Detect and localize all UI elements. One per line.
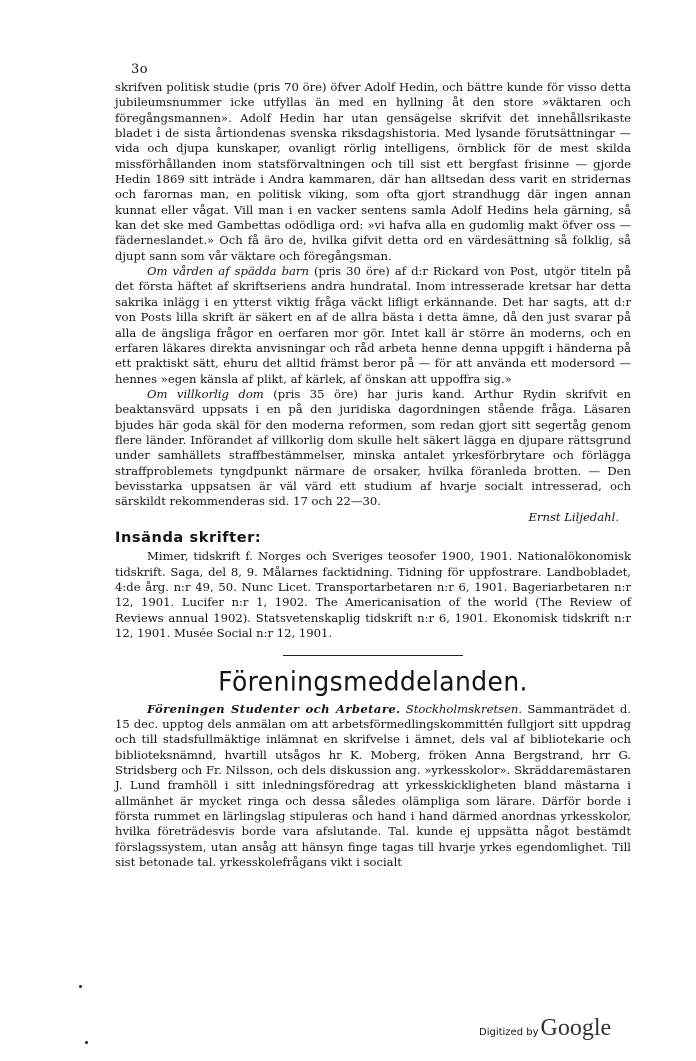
- review-post-text: (pris 30 öre) af d:r Rickard von Post, utgör titeln på det första häftet af skriftseriens andra hundratal. Inom intresserade kretsar har detta sakrika inlägg i en ytterst viktig fråga väckt lifligt erkännande. Det har sagts, att d:r von Posts lilla skrift är säkert en af de allra bästa i detta ämne, då den just svarar på alla de ängsliga frågor en oerfaren mor gör. Intet kall är större än moderns, och en erfaren läkares direkta anvisningar och råd arbeta henne denna uppgift i händerna på ett praktiskt sätt, ehuru det alltid främst beror på — för att använda ett modersord — hennes »egen känsla af plikt, af kärlek, af önskan att uppoffra sig.»: [115, 264, 631, 386]
- section-paragraph: [115, 702, 631, 871]
- section-branch: Stockholmskretsen.: [405, 701, 523, 716]
- review-rydin-paragraph: [115, 387, 631, 510]
- review-rydin-title: Om villkorlig dom: [147, 386, 264, 401]
- digitized-label: Digitized by: [479, 1027, 539, 1038]
- review-post-title: Om vården af spädda barn: [147, 264, 309, 279]
- ink-dot: [85, 1041, 88, 1044]
- digitized-by-google: [479, 1015, 611, 1042]
- review-hedin-paragraph: skrifven politisk studie (pris 70 öre) öfver Adolf Hedin, och bättre kunde för visso detta jubileumsnummer icke utfyllas än med en hyllning åt den store »väktaren och föregångsmannen». Adolf Hedin har utan gensägelse skrifvit det innehållsrikaste bladet i de sista årtiondenas svenska riksdagshistoria. Med lysande förutsättningar — vida och djupa kunskaper, ovanligt rörlig intelligens, örnblick för de mest skilda missförhållanden inom statsförvaltningen och till sist ett bergfast frisinne — gjorde Hedin 1869 sitt inträde i Andra kammaren, där han alltsedan dess varit en stridernas och farornas man, en politisk viking, som ofta gjort strandhugg där ingen annan kunnat eller vågat. Vill man i en vacker sentens samla Adolf Hedins hela gärning, så kan det ske med Gambettas odödliga ord: »vi hafva alla en gudomlig makt öfver oss — fäderneslandet.» Och få äro de, hvilka gifvit detta ord en värdesättning så folklig, så djupt sann som vår väktare och föregångsman.: [115, 80, 631, 263]
- page-column: [115, 80, 631, 871]
- section-divider: [283, 655, 463, 656]
- section-org: Föreningen Studenter och Arbetare.: [147, 701, 401, 716]
- ink-dot: [79, 985, 82, 988]
- review-post-paragraph: [115, 264, 631, 387]
- received-heading: Insända skrifter:: [115, 529, 262, 546]
- page-number: 3o: [131, 62, 149, 77]
- signature: Ernst Liljedahl.: [528, 509, 619, 524]
- signature-line: [115, 510, 631, 525]
- review-rydin-text: (pris 35 öre) har juris kand. Arthur Rydin skrifvit en beaktansvärd uppsats i en på den juridiska dagordningen stående fråga. Läsaren bjudes här goda skäl för den moderna reformen, som redan gjort sitt segertåg genom flere länder. Införandet af villkorlig dom skulle helt säkert lägga en djupare rättsgrund under samhällets straffbestämmelser, minska antalet yrkesförbrytare och förlägga straffproblemets tyngdpunkt närmare de orsaker, hvilka föranleda brotten. — Den bevisstarka uppsatsen är väl värd ett studium af hvarje socialt intresserad, och särskildt rekommenderas sid. 17 och 22—30.: [115, 386, 631, 509]
- google-wordmark: Google: [540, 1015, 612, 1041]
- section-title: Föreningsmeddelanden.: [218, 666, 528, 698]
- received-list: Mimer, tidskrift f. Norges och Sveriges teosofer 1900, 1901. Nationalökonomisk tidskrift. Saga, del 8, 9. Målarnes facktidning. Tidning för uppfostrare. Landbobladet, 4:de årg. n:r 49, 50. Nunc Licet. Transportarbetaren n:r 6, 1901. Bageriarbetaren n:r 12, 1901. Lucifer n:r 1, 1902. The Americanisation of the world (The Review of Reviews annual 1902). Statsvetenskaplig tidskrift n:r 6, 1901. Ekonomisk tidskrift n:r 12, 1901. Musée Social n:r 12, 1901.: [115, 549, 631, 641]
- section-text: Sammanträdet d. 15 dec. upptog dels anmälan om att arbetsförmedlingskommittén fullgjort sitt uppdrag och till stadsfullmäktige inlämnat en skrifvelse i ämnet, dels val af bibliotekarie och biblioteksnämnd, hvartill utsågos hr K. Moberg, fröken Anna Bergstrand, hrr G. Stridsberg och Fr. Nilsson, och dels diskussion ang. »yrkesskolor». Skräddaremästaren J. Lund framhöll i sitt inledningsföredrag att yrkesskickligheten bland mästarna i allmänhet är mycket ringa och dessa således olämpliga som lärare. Därför borde i första rummet en lärlingslag stipuleras och hand i hand därmed anordnas yrkesskolor, hvilka företrädesvis borde vara afslutande. Tal. kunde ej uppsätta något bestämdt förslagssystem, utan ansåg att hänsyn finge tagas till hvarje yrkes egendomlighet. Till sist betonade tal. yrkesskolefrågans vikt i socialt: [115, 701, 632, 870]
